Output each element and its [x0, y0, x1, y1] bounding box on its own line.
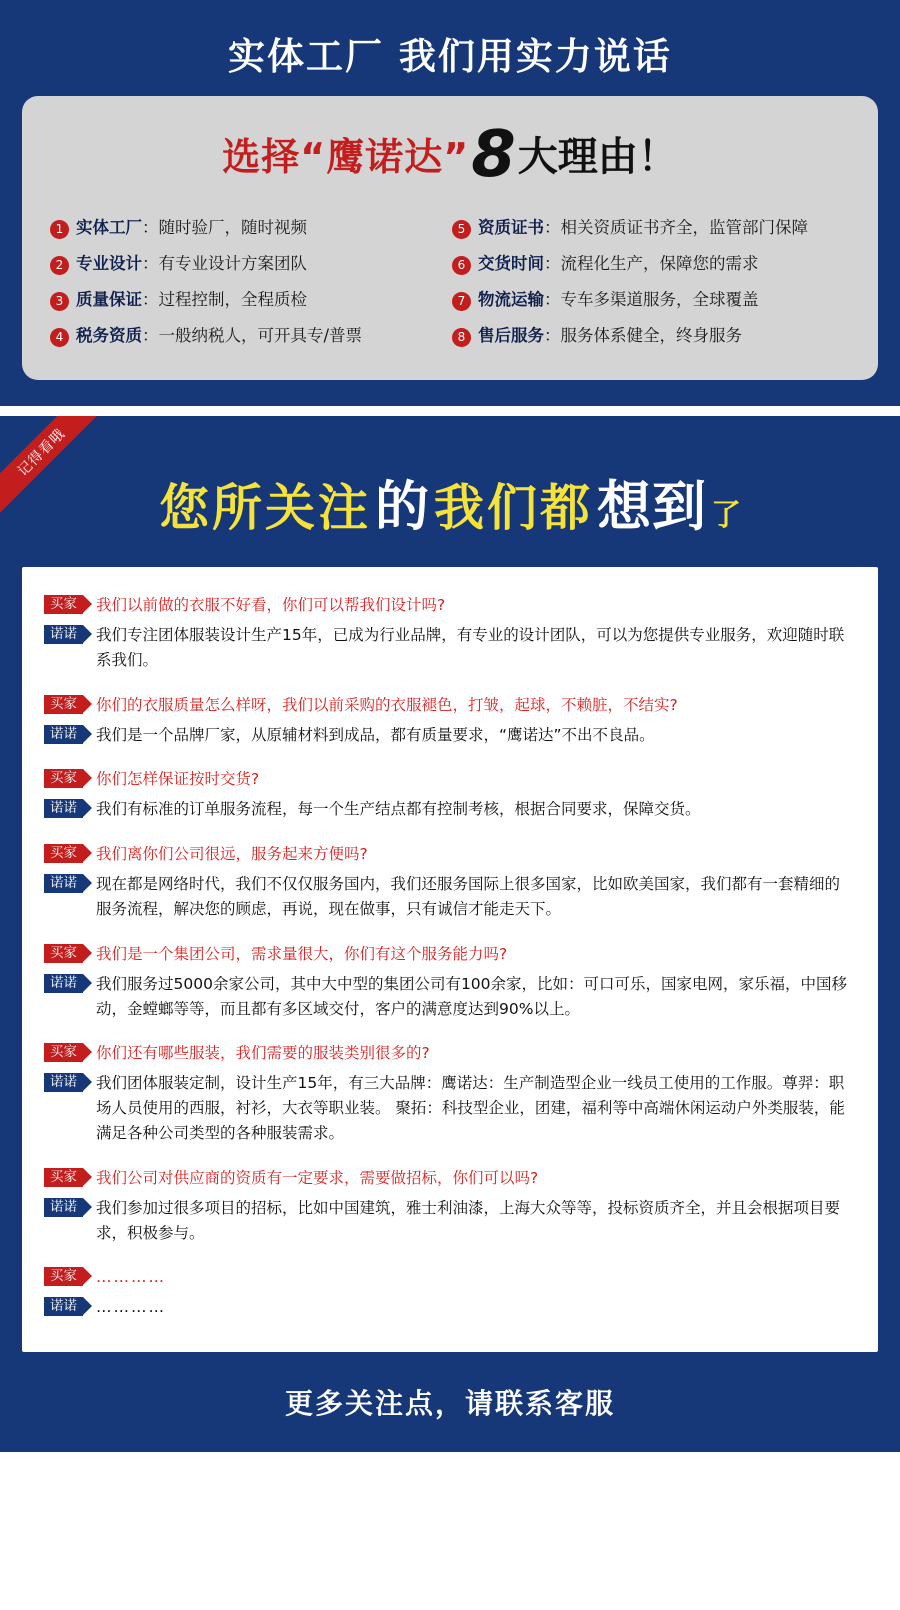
buyer-tag: 买家 — [44, 695, 83, 714]
faq-title — [0, 416, 900, 567]
qa-block — [44, 1166, 854, 1246]
answer-text: 我们有标准的订单服务流程，每一个生产结点都有控制考核，根据合同要求，保障交货。 — [96, 800, 701, 819]
reason-number-badge: 1 — [50, 220, 69, 239]
answer-text: ………… — [96, 1298, 166, 1317]
question-line — [44, 1166, 854, 1190]
reason-text: 税务资质：一般纳税人，可开具专/普票 — [76, 326, 363, 345]
reason-text: 质量保证：过程控制，全程质检 — [76, 290, 307, 309]
factory-strength-section — [0, 0, 900, 406]
buyer-tag: 买家 — [44, 844, 83, 863]
answer-line — [44, 723, 854, 748]
qa-block — [44, 1041, 854, 1145]
question-line — [44, 842, 854, 866]
question-text: 我们是一个集团公司，需求量很大，你们有这个服务能力吗? — [96, 944, 508, 963]
corner-ribbon: 记得看哦 — [0, 416, 104, 515]
reason-text: 物流运输：专车多渠道服务，全球覆盖 — [478, 290, 759, 309]
answer-line — [44, 1196, 854, 1246]
faq-footer: 更多关注点，请联系客服 — [284, 1387, 615, 1421]
faq-title-part5: 了 — [711, 498, 741, 533]
company-tag: 诺诺 — [44, 725, 83, 744]
question-text: 你们还有哪些服装，我们需要的服装类别很多的? — [96, 1044, 430, 1063]
reason-text: 售后服务：服务体系健全，终身服务 — [478, 326, 742, 345]
reasons-headline — [48, 118, 852, 192]
company-tag: 诺诺 — [44, 974, 83, 993]
reason-text: 资质证书：相关资质证书齐全，监管部门保障 — [478, 218, 808, 237]
reason-text: 交货时间：流程化生产，保障您的需求 — [478, 254, 759, 273]
qa-block — [44, 1265, 854, 1320]
reason-item — [48, 210, 450, 246]
question-line — [44, 767, 854, 791]
reason-item — [450, 318, 852, 354]
reason-number-badge: 8 — [452, 328, 471, 347]
reason-item — [450, 282, 852, 318]
company-tag: 诺诺 — [44, 799, 83, 818]
company-tag: 诺诺 — [44, 625, 83, 644]
company-tag: 诺诺 — [44, 1073, 83, 1092]
question-text: 我们以前做的衣服不好看，你们可以帮我们设计吗? — [96, 596, 446, 614]
answer-text: 现在都是网络时代，我们不仅仅服务国内，我们还服务国际上很多国家，比如欧美国家，我们都有一套精细的服务流程，解决您的顾虑，再说，现在做事，只有诚信才能走天下。 — [96, 875, 841, 919]
question-text: 我们公司对供应商的资质有一定要求，需要做招标，你们可以吗? — [96, 1168, 539, 1187]
question-line — [44, 1041, 854, 1065]
faq-title-part1: 您所关注 — [159, 479, 371, 537]
reason-desc: 专车多渠道服务，全球覆盖 — [560, 290, 759, 309]
question-text: 你们的衣服质量怎么样呀，我们以前采购的衣服褪色，打皱，起球，不赖脏，不结实? — [96, 695, 678, 714]
reason-number-badge: 2 — [50, 256, 69, 275]
reason-title: 资质证书 — [478, 218, 544, 237]
reason-number-badge: 5 — [452, 220, 471, 239]
reason-title: 质量保证 — [76, 290, 142, 309]
reason-title: 物流运输 — [478, 290, 544, 309]
reason-desc: 一般纳税人，可开具专/普票 — [158, 326, 363, 345]
faq-section — [0, 416, 900, 1452]
buyer-tag: 买家 — [44, 944, 83, 963]
faq-title-part4: 想到 — [597, 475, 707, 538]
reason-desc: 相关资质证书齐全，监管部门保障 — [560, 218, 808, 237]
qa-block — [44, 942, 854, 1022]
reason-title: 交货时间 — [478, 254, 544, 273]
question-line — [44, 593, 854, 617]
answer-text: 我们是一个品牌厂家，从原辅材料到成品，都有质量要求，“鹰诺达”不出不良品。 — [96, 725, 655, 744]
answer-line — [44, 872, 854, 922]
reasons-grid — [48, 210, 852, 354]
reason-number-badge: 3 — [50, 292, 69, 311]
reason-title: 专业设计 — [76, 254, 142, 273]
reason-title: 售后服务 — [478, 326, 544, 345]
reason-text: 专业设计：有专业设计方案团队 — [76, 254, 307, 273]
question-line — [44, 1265, 854, 1289]
answer-line — [44, 797, 854, 822]
answer-line — [44, 972, 854, 1022]
headline-prefix: 选择“鹰诺达” — [222, 135, 470, 179]
reason-desc: 服务体系健全，终身服务 — [560, 326, 742, 345]
faq-title-part2: 的 — [375, 475, 430, 538]
reason-desc: 有专业设计方案团队 — [158, 254, 307, 273]
qa-block — [44, 693, 854, 748]
qa-block — [44, 593, 854, 673]
answer-text: 我们参加过很多项目的招标，比如中国建筑，雅士利油漆，上海大众等等，投标资质齐全，并且会根据项目要求，积极参与。 — [96, 1198, 841, 1242]
question-text: 你们怎样保证按时交货? — [96, 770, 260, 789]
buyer-tag: 买家 — [44, 769, 83, 788]
reason-item — [48, 282, 450, 318]
buyer-tag: 买家 — [44, 1043, 83, 1062]
headline-suffix: 大理由！ — [517, 134, 678, 180]
reasons-card — [22, 96, 878, 380]
company-tag: 诺诺 — [44, 1198, 83, 1217]
question-line — [44, 693, 854, 717]
reason-item — [450, 246, 852, 282]
faq-title-part3: 我们都 — [434, 479, 593, 537]
reason-item — [48, 318, 450, 354]
reason-desc: 过程控制，全程质检 — [158, 290, 307, 309]
reason-title: 税务资质 — [76, 326, 142, 345]
section-divider — [0, 406, 900, 416]
buyer-tag: 买家 — [44, 595, 83, 614]
question-text: ………… — [96, 1268, 166, 1287]
reason-desc: 流程化生产，保障您的需求 — [560, 254, 759, 273]
reason-item — [450, 210, 852, 246]
faq-card — [22, 567, 878, 1352]
reason-number-badge: 6 — [452, 256, 471, 275]
answer-text: 我们服务过5000余家公司，其中大中型的集团公司有100余家，比如：可口可乐，国家电网，家乐福，中国移动，金螳螂等等，而且都有多区域交付，客户的满意度达到90%以上。 — [96, 974, 848, 1018]
company-tag: 诺诺 — [44, 874, 83, 893]
reason-number-badge: 7 — [452, 292, 471, 311]
buyer-tag: 买家 — [44, 1168, 83, 1187]
company-tag: 诺诺 — [44, 1297, 83, 1316]
answer-text: 我们专注团体服装设计生产15年，已成为行业品牌，有专业的设计团队，可以为您提供专业服务，欢迎随时联系我们。 — [96, 626, 845, 669]
buyer-tag: 买家 — [44, 1267, 83, 1286]
question-line — [44, 942, 854, 966]
headline-number: 8 — [471, 118, 516, 192]
qa-block — [44, 767, 854, 822]
reason-desc: 随时验厂，随时视频 — [158, 218, 307, 237]
reason-item — [48, 246, 450, 282]
answer-text: 我们团体服装定制，设计生产15年，有三大品牌：鹰诺达：生产制造型企业一线员工使用的工作服。尊羿：职场人员使用的西服，衬衫，大衣等职业装。 聚拓：科技型企业，团建，福利等中高端休闲运动户外类服装，能满足各种公司类型的各种服装需求。 — [96, 1074, 845, 1143]
answer-line — [44, 1071, 854, 1145]
banner-title: 实体工厂 我们用实力说话 — [228, 35, 672, 78]
reason-number-badge: 4 — [50, 328, 69, 347]
reason-title: 实体工厂 — [76, 218, 142, 237]
answer-line — [44, 1295, 854, 1320]
reason-text: 实体工厂：随时验厂，随时视频 — [76, 218, 307, 237]
question-text: 我们离你们公司很远，服务起来方便吗? — [96, 845, 368, 864]
qa-block — [44, 842, 854, 922]
answer-line — [44, 623, 854, 673]
